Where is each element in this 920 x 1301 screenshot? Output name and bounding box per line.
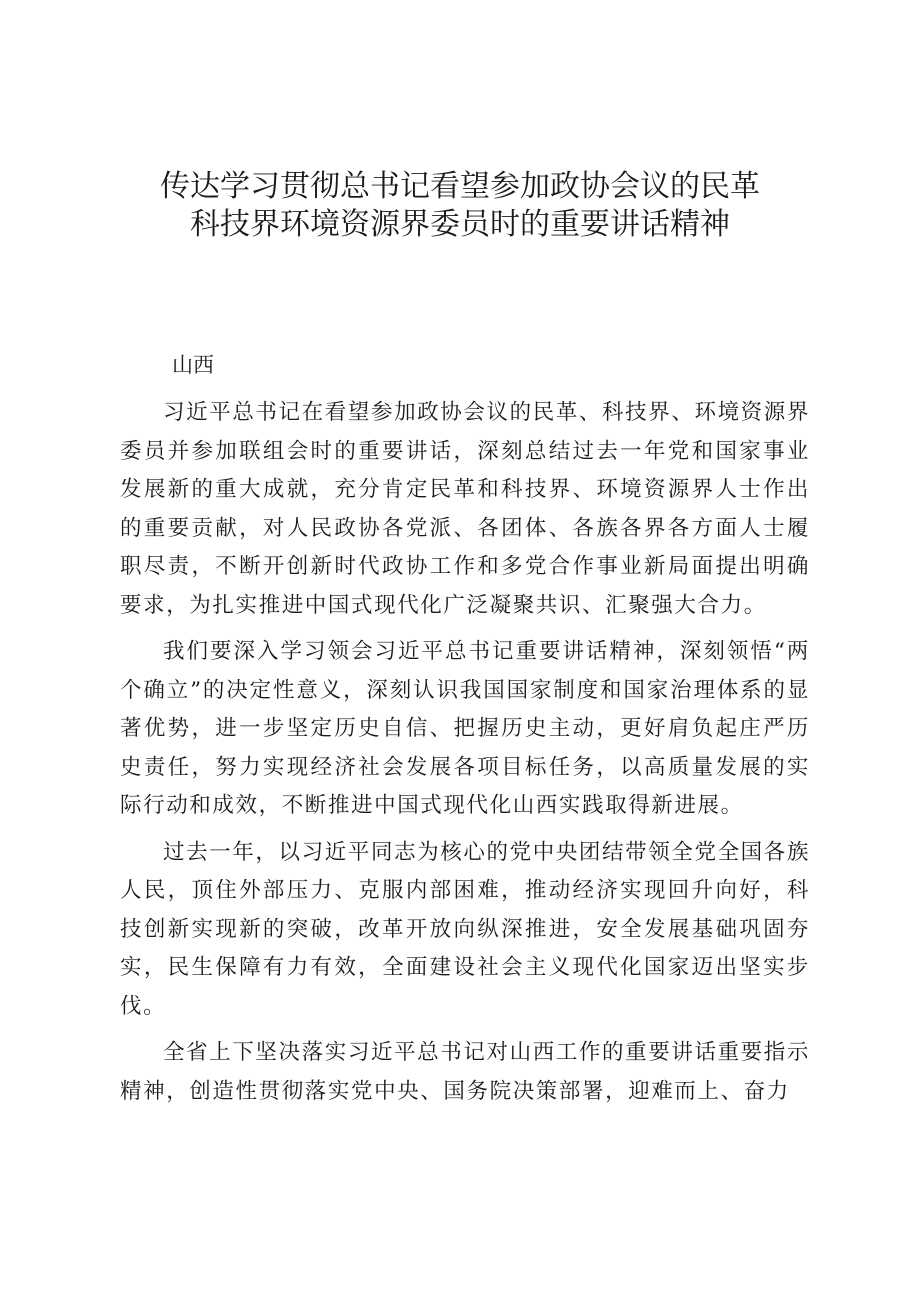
paragraph-4: 全省上下坚决落实习近平总书记对山西工作的重要讲话重要指示精神，创造性贯彻落实党中央、国务院决策部署，迎难而上、奋力	[120, 1040, 810, 1104]
paragraph-3: 过去一年，以习近平同志为核心的党中央团结带领全党全国各族人民，顶住外部压力、克服内部困难，推动经济实现回升向好，科技创新实现新的突破，改革开放向纵深推进，安全发展基础巩固夯实，民生保障有力有效，全面建设社会主义现代化国家迈出坚实步伐。	[120, 839, 810, 1019]
title-line-2: 科技界环境资源界委员时的重要讲话精神	[190, 207, 730, 242]
title-line-1: 传达学习贯彻总书记看望参加政协会议的民革	[160, 169, 760, 204]
paragraph-2: 我们要深入学习领会习近平总书记重要讲话精神，深刻领悟“两个确立”的决定性意义，深刻认识我国国家制度和国家治理体系的显著优势，进一步坚定历史自信、把握历史主动，更好肩负起庄严历史责任，努力实现经济社会发展各项目标任务，以高质量发展的实际行动和成效，不断推进中国式现代化山西实践取得新进展。	[120, 639, 810, 818]
document-body	[120, 394, 810, 1119]
document-title	[80, 168, 840, 244]
paragraph-1: 习近平总书记在看望参加政协会议的民革、科技界、环境资源界委员并参加联组会时的重要讲话，深刻总结过去一年党和国家事业发展新的重大成就，充分肯定民革和科技界、环境资源界人士作出的重要贡献，对人民政协各党派、各团体、各族各界各方面人士履职尽责，不断开创新时代政协工作和多党合作事业新局面提出明确要求，为扎实推进中国式现代化广泛凝聚共识、汇聚强大合力。	[120, 400, 810, 618]
author-name: 山西	[172, 353, 214, 377]
